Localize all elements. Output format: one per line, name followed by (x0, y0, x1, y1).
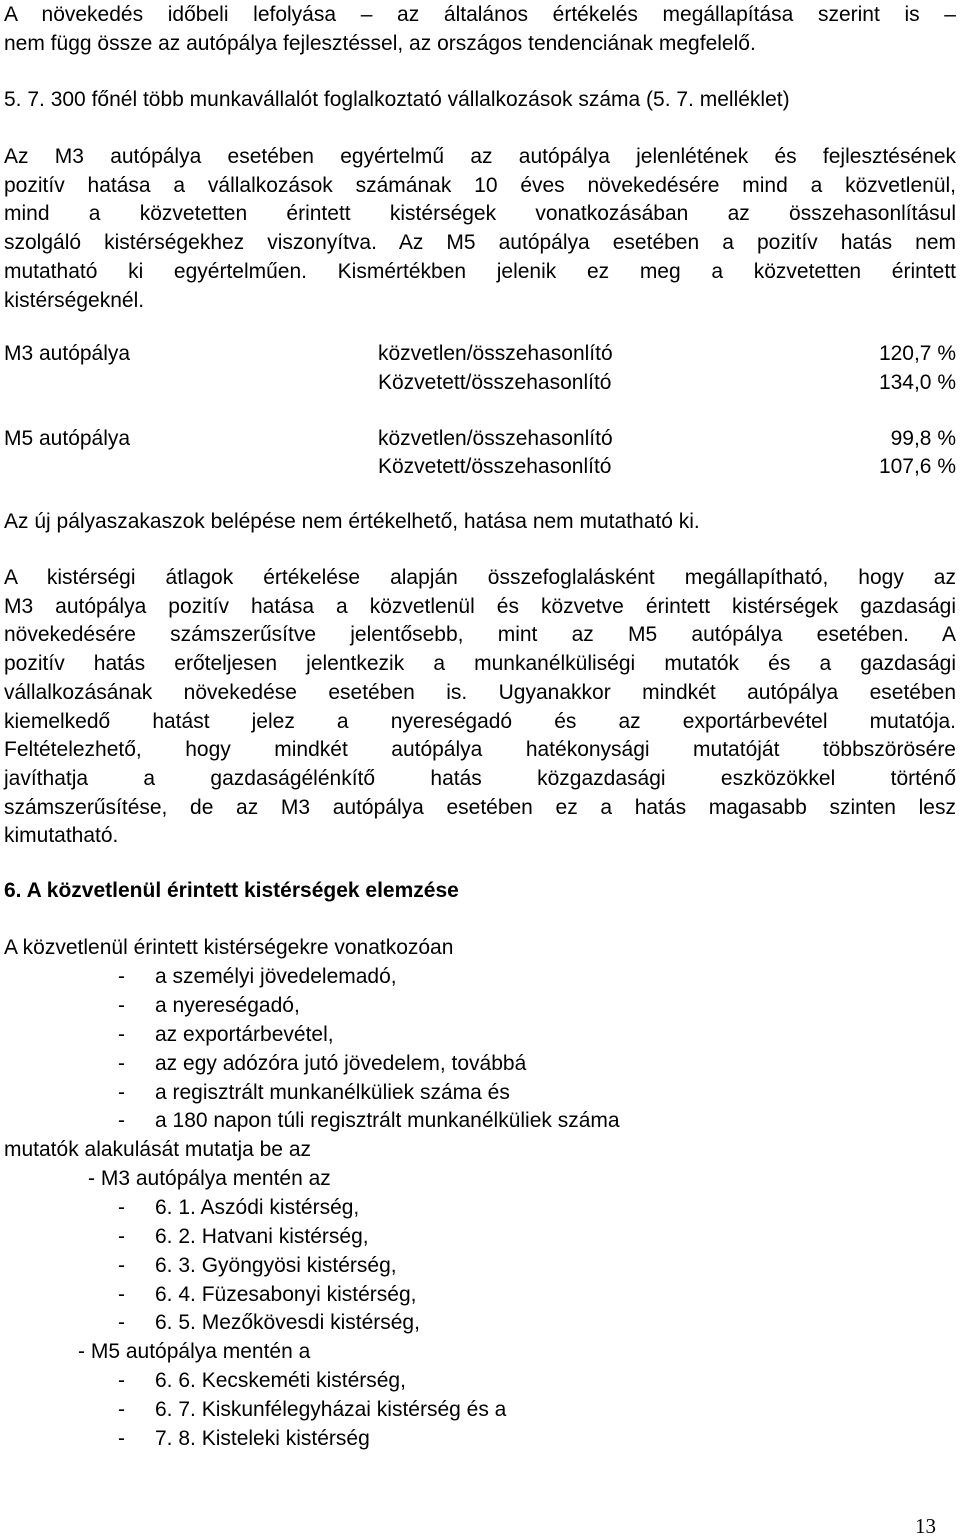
dash-bullet: - (118, 1311, 125, 1335)
m3-paragraph-line: pozitív hatása a vállalkozások számának 10 éves növekedésére mind a közvetlenül, (4, 173, 956, 197)
summary-line: A kistérségi átlagok értékelése alapján összefoglalásként megállapítható, hogy az (4, 566, 956, 589)
section-6-heading-text: 6. A közvetlenül érintett kistérségek elemzése (4, 879, 459, 902)
indicator-text: a 180 napon túli regisztrált munkanélküliek száma (155, 1109, 620, 1133)
dash-bullet: - (118, 1282, 125, 1306)
list-item (0, 1223, 960, 1252)
m3-group-label: - M3 autópálya mentén az (88, 1167, 331, 1190)
summary-paragraph (4, 564, 956, 851)
summary-line: M3 autópálya pozitív hatása a közvetlenül és közvetve érintett kistérségek gazdasági (4, 594, 956, 618)
m3-paragraph-line: szolgáló kistérségekhez viszonyítva. Az M5 autópálya esetében a pozitív hatás nem (4, 231, 956, 255)
dash-bullet: - (118, 965, 125, 988)
indicators-intro (4, 934, 956, 963)
m5-region-group (0, 1338, 960, 1454)
summary-line: javíthatja a gazdaságélénkítő hatás közgazdasági eszközökkel történő (4, 766, 956, 790)
dash-bullet: - (118, 1051, 125, 1075)
comparison-value: 99,8 % (890, 427, 956, 450)
summary-line: növekedésére számszerűsítve jelentősebb, mint az M5 autópálya esetében. A (4, 623, 956, 647)
road-name: M5 autópálya (4, 427, 131, 450)
table-row (4, 453, 956, 482)
region-text: 6. 1. Aszódi kistérség, (155, 1195, 360, 1219)
group-label-row (0, 1338, 960, 1367)
comparison-value: 134,0 % (878, 371, 956, 394)
list-item (0, 1425, 960, 1454)
dash-bullet: - (118, 993, 125, 1017)
road-name: M3 autópálya (4, 342, 131, 365)
intro-line: A növekedés időbeli lefolyása – az általános értékelés megállapítása szerint is – (4, 3, 956, 26)
region-text: 6. 7. Kiskunfélegyházai kistérség és a (155, 1397, 507, 1421)
list-item (0, 1050, 960, 1079)
dash-bullet: - (118, 1109, 125, 1133)
list-item (0, 1396, 960, 1425)
comparison-type: közvetlen/összehasonlító (378, 427, 613, 450)
indicator-text: az egy adózóra jutó jövedelem, továbbá (155, 1051, 527, 1075)
group-label-row (0, 1165, 960, 1194)
list-item (0, 1107, 960, 1136)
summary-line: Feltételezhető, hogy mindkét autópálya hatékonysági mutatóját többszörösére (4, 738, 956, 762)
list-item (0, 1252, 960, 1281)
m3-paragraph-line: mutatható ki egyértelműen. Kismértékben jelenik ez meg a közvetetten érintett (4, 259, 956, 283)
summary-line: számszerűsítése, de az M3 autópálya esetében ez a hatás magasabb szinten lesz (4, 795, 956, 819)
summary-line: vállalkozásának növekedése esetében is. Ugyanakkor mindkét autópálya esetében (4, 680, 956, 704)
region-text: 6. 5. Mezőkövesdi kistérség, (155, 1311, 420, 1335)
list-item (0, 1079, 960, 1108)
indicators-intro-text: A közvetlenül érintett kistérségekre vonatkozóan (4, 936, 454, 959)
summary-line: pozitív hatás erőteljesen jelentkezik a munkanélküliségi mutatók és a gazdasági (4, 652, 956, 676)
indicators-outro-text: mutatók alakulását mutatja be az (4, 1138, 312, 1161)
m3-paragraph (4, 143, 956, 315)
list-item (0, 1021, 960, 1050)
m5-group-label: - M5 autópálya mentén a (78, 1340, 311, 1363)
intro-line: nem függ össze az autópálya fejlesztéssel, az országos tendenciának megfelelő. (4, 31, 756, 55)
summary-line: kiemelkedő hatást jelez a nyereségadó és az exportárbevétel mutatója. (4, 709, 956, 733)
page-number: 13 (915, 1514, 936, 1538)
comparison-type: Közvetett/összehasonlító (378, 455, 612, 478)
table-row (4, 369, 956, 398)
section-5-7-heading-text: 5. 7. 300 főnél több munkavállalót foglalkoztató vállalkozások száma (5. 7. melléklet) (4, 88, 790, 111)
dash-bullet: - (118, 1368, 125, 1392)
new-sections-note-text: Az új pályaszakaszok belépése nem értékelhető, hatása nem mutatható ki. (4, 510, 700, 533)
list-item (0, 1194, 960, 1223)
dash-bullet: - (118, 1253, 125, 1277)
indicator-text: a regisztrált munkanélküliek száma és (155, 1080, 510, 1104)
section-5-7-heading (4, 86, 956, 115)
dash-bullet: - (118, 1080, 125, 1104)
comparison-value: 120,7 % (878, 342, 956, 365)
indicators-list (0, 963, 960, 1136)
indicators-outro (4, 1136, 956, 1165)
region-text: 6. 2. Hatvani kistérség, (155, 1224, 369, 1248)
list-item (0, 963, 960, 992)
region-text: 6. 4. Füzesabonyi kistérség, (155, 1282, 417, 1306)
new-sections-note (4, 508, 956, 537)
region-text: 7. 8. Kisteleki kistérség (155, 1426, 370, 1450)
comparison-type: Közvetett/összehasonlító (378, 371, 612, 394)
m3-paragraph-line: Az M3 autópálya esetében egyértelmű az autópálya jelenlétének és fejlesztésének (4, 145, 956, 168)
dash-bullet: - (118, 1426, 125, 1450)
comparison-value: 107,6 % (878, 455, 956, 478)
region-text: 6. 6. Kecskeméti kistérség, (155, 1368, 406, 1392)
table-row (4, 425, 956, 454)
indicator-text: a személyi jövedelemadó, (155, 965, 397, 988)
intro-paragraph (4, 1, 956, 58)
summary-line: kimutatható. (4, 824, 119, 848)
section-6-heading (4, 877, 956, 906)
dash-bullet: - (118, 1397, 125, 1421)
table-row (4, 340, 956, 369)
dash-bullet: - (118, 1022, 125, 1046)
m3-region-group (0, 1165, 960, 1338)
dash-bullet: - (118, 1224, 125, 1248)
m3-paragraph-line: kistérségeknél. (4, 288, 145, 312)
comparison-type: közvetlen/összehasonlító (378, 342, 613, 365)
indicator-text: az exportárbevétel, (155, 1022, 334, 1046)
indicator-text: a nyereségadó, (155, 993, 300, 1017)
list-item (0, 1309, 960, 1338)
dash-bullet: - (118, 1195, 125, 1219)
region-text: 6. 3. Gyöngyösi kistérség, (155, 1253, 397, 1277)
list-item (0, 1367, 960, 1396)
list-item (0, 992, 960, 1021)
list-item (0, 1281, 960, 1310)
m3-paragraph-line: mind a közvetetten érintett kistérségek vonatkozásában az összehasonlításul (4, 202, 956, 226)
